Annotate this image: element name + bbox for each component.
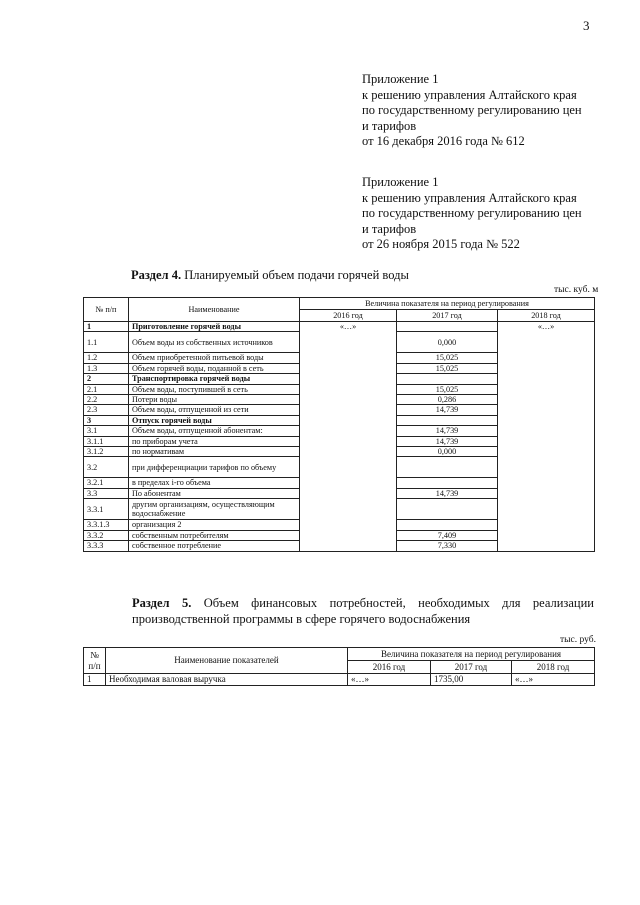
header-2018: 2018 год (498, 310, 595, 322)
section4-title (131, 268, 409, 283)
row-name: собственным потребителям (129, 530, 300, 540)
row-name: Объем воды, отпущенной абонентам: (129, 426, 300, 436)
appendix-line: и тарифов (362, 221, 417, 236)
row-number: 1.1 (84, 332, 129, 353)
value-2017: 7,330 (397, 541, 498, 551)
appendix-line: к решению управления Алтайского края (362, 190, 577, 205)
section4-label: Раздел 4. (131, 268, 182, 282)
row-name: Объем горячей воды, поданной в сеть (129, 363, 300, 373)
value-2017: 0,000 (397, 447, 498, 457)
row-name: Объем воды из собственных источников (129, 332, 300, 353)
section4-table (83, 297, 595, 552)
value-2016: «…» (348, 674, 431, 686)
value-2016: «…» (300, 322, 397, 552)
row-number: 1.3 (84, 363, 129, 373)
row-name: Отпуск горячей воды (129, 415, 300, 425)
header-period: Величина показателя на период регулирования (300, 298, 595, 310)
header-name: Наименование показателей (106, 648, 348, 674)
appendix-line: по государственному регулированию цен (362, 206, 582, 220)
row-name: другим организациям, осуществляющим водоснабжение (129, 499, 300, 520)
appendix-header-previous (362, 175, 582, 253)
row-name: при дифференциации тарифов по объему (129, 457, 300, 478)
value-2017: 14,739 (397, 426, 498, 436)
value-2017: 7,409 (397, 530, 498, 540)
value-2017 (397, 322, 498, 332)
header-num: № п/п (84, 298, 129, 322)
value-2017: 15,025 (397, 353, 498, 363)
row-name: Потери воды (129, 395, 300, 405)
value-2017: 14,739 (397, 488, 498, 498)
row-number: 3.3.2 (84, 530, 129, 540)
row-number: 3.1 (84, 426, 129, 436)
section5-title (132, 595, 594, 627)
row-number: 2.1 (84, 384, 129, 394)
header-2017: 2017 год (397, 310, 498, 322)
value-2017: 14,739 (397, 405, 498, 415)
header-2016: 2016 год (300, 310, 397, 322)
page-number: 3 (583, 18, 590, 33)
section5-table (83, 647, 595, 686)
row-number: 1 (84, 674, 106, 686)
row-number: 2.2 (84, 395, 129, 405)
value-2017: 0,286 (397, 395, 498, 405)
table-row (84, 674, 595, 686)
row-number: 3.1.2 (84, 447, 129, 457)
row-name: Объем воды, отпущенной из сети (129, 405, 300, 415)
row-number: 3.3.1.3 (84, 520, 129, 530)
header-2018: 2018 год (512, 661, 595, 674)
table-row (84, 322, 595, 332)
value-2017 (397, 415, 498, 425)
appendix-line: от 16 декабря 2016 года № 612 (362, 134, 525, 148)
value-2017: 15,025 (397, 363, 498, 373)
header-2017: 2017 год (431, 661, 512, 674)
value-2017 (397, 374, 498, 384)
row-name: По абонентам (129, 488, 300, 498)
row-number: 3.3.3 (84, 541, 129, 551)
section5-units: тыс. руб. (560, 635, 596, 645)
row-number: 1.2 (84, 353, 129, 363)
row-name: Транспортировка горячей воды (129, 374, 300, 384)
row-name: Необходимая валовая выручка (106, 674, 348, 686)
value-2017 (397, 478, 498, 488)
appendix-header-current (362, 72, 582, 150)
value-2017: 1735,00 (431, 674, 512, 686)
appendix-line: Приложение 1 (362, 72, 439, 86)
appendix-line: и тарифов (362, 118, 417, 133)
value-2017: 0,000 (397, 332, 498, 353)
header-num: № п/п (84, 648, 106, 674)
row-number: 2 (84, 374, 129, 384)
section4-title-text: Планируемый объем подачи горячей воды (184, 268, 409, 282)
header-period: Величина показателя на период регулирования (348, 648, 595, 661)
row-name: организация 2 (129, 520, 300, 530)
section4-units: тыс. куб. м (554, 285, 599, 295)
appendix-line: по государственному регулированию цен (362, 103, 582, 117)
row-name: Объем приобретенной питьевой воды (129, 353, 300, 363)
row-number: 3.2.1 (84, 478, 129, 488)
row-name: Приготовление горячей воды (129, 322, 300, 332)
section5-label: Раздел 5. (132, 596, 192, 610)
header-2016: 2016 год (348, 661, 431, 674)
row-number: 3.3.1 (84, 499, 129, 520)
row-name: Объем воды, поступившей в сеть (129, 384, 300, 394)
row-name: по нормативам (129, 447, 300, 457)
row-number: 3.1.1 (84, 436, 129, 446)
value-2017 (397, 499, 498, 520)
row-name: собственное потребление (129, 541, 300, 551)
section5-title-text: Объем финансовых потребностей, необходимых для реализации производственной программы в сфере горячего водоснабжения (132, 596, 594, 626)
appendix-line: Приложение 1 (362, 175, 439, 189)
row-number: 3 (84, 415, 129, 425)
appendix-line: от 26 ноября 2015 года № 522 (362, 237, 520, 251)
appendix-line: к решению управления Алтайского края (362, 87, 577, 102)
value-2017: 14,739 (397, 436, 498, 446)
row-number: 3.3 (84, 488, 129, 498)
value-2017: 15,025 (397, 384, 498, 394)
row-number: 3.2 (84, 457, 129, 478)
row-number: 1 (84, 322, 129, 332)
value-2018: «…» (498, 322, 595, 552)
value-2018: «…» (512, 674, 595, 686)
value-2017 (397, 520, 498, 530)
row-number: 2.3 (84, 405, 129, 415)
row-name: по приборам учета (129, 436, 300, 446)
value-2017 (397, 457, 498, 478)
header-name: Наименование (129, 298, 300, 322)
row-name: в пределах i-го объема (129, 478, 300, 488)
